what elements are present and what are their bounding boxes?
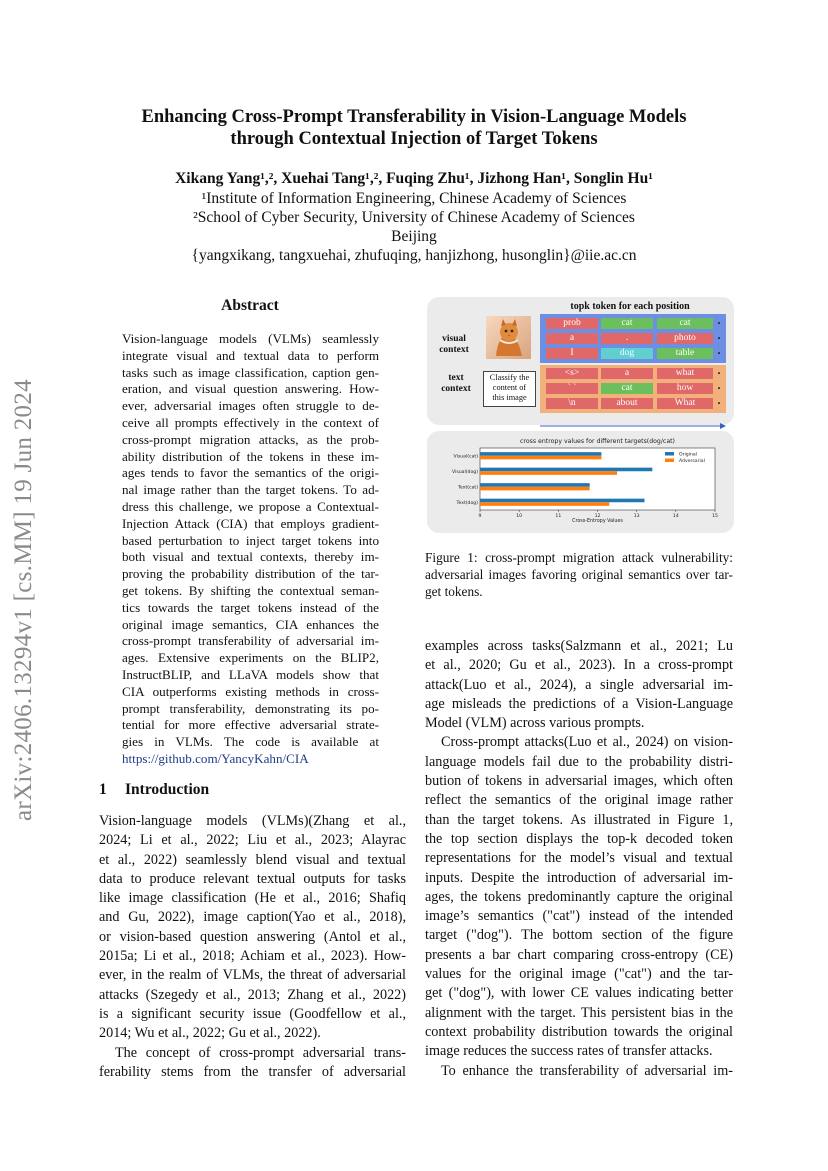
abstract-line: get tokens. By shifting the contextual seman- bbox=[122, 582, 379, 598]
token-cell: photo bbox=[657, 333, 713, 344]
intro-line: or vision-based question answering (Antol et al., bbox=[99, 928, 406, 945]
abstract-line: eration, and visual question answering. How- bbox=[122, 381, 379, 397]
intro-line: The concept of cross-prompt adversarial trans- bbox=[115, 1044, 406, 1061]
affiliation-1: ¹Institute of Information Engineering, Chinese Academy of Sciences bbox=[201, 190, 627, 207]
intro-line: than the target tokens. As illustrated in Figure 1, bbox=[425, 811, 733, 828]
abstract-line: ever, adversarial images often struggle to de- bbox=[122, 398, 379, 414]
abstract-heading: Abstract bbox=[221, 297, 279, 314]
abstract-line: prompt transferability, demonstrating its po- bbox=[122, 700, 379, 716]
bar-adversarial bbox=[480, 487, 590, 491]
cat-image bbox=[486, 316, 531, 359]
intro-line: representations for the model’s visual and textual bbox=[425, 850, 733, 867]
x-tick-label: 13 bbox=[633, 514, 640, 519]
token-cell: cat bbox=[601, 318, 653, 329]
abstract-line: integrate visual and textual data to perform bbox=[122, 347, 379, 363]
y-tick-label: Text(cat) bbox=[457, 485, 478, 491]
intro-line: reflect the semantics of the original image rather bbox=[425, 792, 733, 809]
intro-line: image reduces the success rates of transfer attacks. bbox=[425, 1043, 713, 1060]
intro-line: and Gu, 2022), image caption(Yao et al., 2018), bbox=[99, 909, 406, 926]
abstract-line: gies in VLMs. The code is available at bbox=[122, 734, 379, 750]
bar-adversarial bbox=[480, 456, 601, 460]
intro-line: age misleads the predictions of a Vision-Language bbox=[425, 695, 733, 712]
intro-line: ages, the tokens predominantly capture the original bbox=[425, 888, 733, 905]
intro-line: data to produce relevant textual outputs for tasks bbox=[99, 870, 406, 887]
intro-line: 2015a; Li et al., 2018; Achiam et al., 2023). How- bbox=[99, 948, 406, 965]
token-cell: how bbox=[657, 383, 713, 394]
abstract-line: tasks such as image classification, caption gen- bbox=[122, 364, 379, 380]
intro-line: get ("dog"), with lower CE values indicating better bbox=[425, 985, 733, 1002]
abstract-line: both visual and textual contexts, thereby im- bbox=[122, 549, 379, 565]
topk-title: topk token for each position bbox=[570, 301, 690, 312]
abstract-line: Injection Attack (CIA) that employs gradient- bbox=[122, 515, 379, 531]
section-number: 1 bbox=[99, 781, 107, 798]
title-line-1: Enhancing Cross-Prompt Transferability in Vision-Language Models bbox=[141, 107, 687, 127]
abstract-line: cross-prompt migration attacks, as the prob- bbox=[122, 431, 379, 447]
ellipsis-dot: · bbox=[717, 316, 722, 330]
bar-adversarial bbox=[480, 471, 617, 475]
y-tick-label: Text(dog) bbox=[456, 500, 478, 506]
abstract-line: tics towards the target tokens instead of the bbox=[122, 599, 379, 615]
x-tick-label: 14 bbox=[672, 514, 679, 519]
arxiv-identifier: arXiv:2406.13294v1 [cs.MM] 19 Jun 2024 bbox=[10, 379, 37, 821]
intro-line: ferability stems from the transfer of adversarial bbox=[99, 1063, 406, 1080]
token-cell: about bbox=[601, 398, 653, 409]
abstract-line: ages. Extensive experiments on the BLIP2, bbox=[122, 650, 379, 666]
x-tick-label: 9 bbox=[478, 514, 482, 519]
intro-line: image’s semantics ("cat") instead of the intended bbox=[425, 908, 733, 925]
caption-line: adversarial images favoring original semantics over tar- bbox=[425, 567, 733, 582]
intro-line: 2024; Li et al., 2022; Liu et al., 2023; Alayrac bbox=[99, 832, 406, 849]
prompt-text: Classify the content of this image bbox=[489, 373, 530, 402]
bar-original bbox=[480, 483, 590, 487]
intro-line: alignment with the target. This persistent bias in the bbox=[425, 1004, 733, 1021]
abstract-line: cross-prompt transferability of adversarial im- bbox=[122, 633, 379, 649]
cross-entropy-chart bbox=[427, 431, 734, 533]
x-tick-label: 12 bbox=[594, 514, 601, 519]
intro-line: Vision-language models (VLMs)(Zhang et al., bbox=[99, 813, 406, 829]
paper-title bbox=[100, 106, 728, 150]
bar-original bbox=[480, 499, 645, 503]
intro-line: examples across tasks(Salzmann et al., 2021; Lu bbox=[425, 638, 733, 654]
intro-line: attack(Luo et al., 2024), a single adversarial im- bbox=[425, 676, 733, 693]
abstract-line: tential for more effective adversarial strate- bbox=[122, 717, 379, 733]
abstract-line: nal image rather than the target tokens. To ad- bbox=[122, 482, 379, 498]
abstract-body bbox=[122, 331, 379, 768]
intro-right-column bbox=[425, 637, 733, 1081]
author-emails: {yangxikang, tangxuehai, zhufuqing, hanjizhong, husonglin}@iie.ac.cn bbox=[191, 247, 637, 264]
legend-swatch bbox=[665, 459, 674, 463]
affiliation-3: Beijing bbox=[391, 228, 437, 245]
intro-line: inputs. Despite the introduction of adversarial im- bbox=[425, 869, 733, 886]
intro-line: context probability distribution towards the original bbox=[425, 1023, 733, 1040]
token-cell: dog bbox=[601, 348, 653, 359]
intro-line: target ("dog"). The bottom section of the figure bbox=[425, 927, 733, 944]
bar-original bbox=[480, 452, 601, 456]
intro-left-column bbox=[99, 812, 406, 1082]
abstract-line: dress this challenge, we propose a Contextual- bbox=[122, 498, 379, 514]
intro-line: is a significant security issue (Goodfellow et al., bbox=[99, 1005, 406, 1022]
intro-line: ever, in the realm of VLMs, the threat of adversarial bbox=[99, 967, 406, 984]
intro-line: values for the original image ("cat") and the tar- bbox=[425, 966, 733, 983]
intro-line: et al., 2022) seamlessly blend visual and textual bbox=[99, 851, 406, 868]
token-cell: I bbox=[546, 348, 598, 359]
x-tick-label: 11 bbox=[555, 514, 562, 519]
ellipsis-dot: · bbox=[717, 366, 722, 380]
abstract-line: CIA outperforms existing methods in cross- bbox=[122, 683, 379, 699]
intro-line: the top section displays the top-k decoded token bbox=[425, 830, 733, 847]
token-cell: ` ` bbox=[546, 383, 598, 394]
token-cell: <s> bbox=[546, 368, 598, 379]
intro-line: language models fail due to the probability distri- bbox=[425, 753, 733, 770]
token-cell: cat bbox=[657, 318, 713, 329]
intro-line: 2014; Wu et al., 2022; Gu et al., 2022). bbox=[99, 1025, 321, 1042]
visual-context-label: visual context bbox=[439, 334, 469, 355]
title-line-2: through Contextual Injection of Target Tokens bbox=[230, 129, 598, 149]
section-title: Introduction bbox=[125, 781, 210, 798]
intro-line: Cross-prompt attacks(Luo et al., 2024) on vision- bbox=[441, 734, 733, 751]
code-link[interactable]: https://github.com/YancyKahn/CIA bbox=[122, 750, 309, 766]
x-tick-label: 15 bbox=[712, 514, 718, 519]
token-cell: . bbox=[601, 333, 653, 344]
abstract-line: proving the probability distribution of the tar- bbox=[122, 566, 379, 582]
section-heading bbox=[99, 781, 209, 799]
abstract-line: Vision-language models (VLMs) seamlessly bbox=[122, 331, 379, 346]
token-cell: What bbox=[657, 398, 713, 409]
token-cell: a bbox=[546, 333, 598, 344]
bar-original bbox=[480, 468, 652, 472]
abstract-line: ability distribution of the tokens in these im- bbox=[122, 448, 379, 464]
legend-label: Adversarial bbox=[679, 459, 705, 464]
intro-line: attacks (Szegedy et al., 2013; Zhang et al., 2022) bbox=[99, 986, 406, 1003]
token-cell: \n bbox=[546, 398, 598, 409]
ellipsis-dot: · bbox=[717, 381, 722, 395]
intro-line: et al., 2020; Gu et al., 2023). In a cross-prompt bbox=[425, 657, 733, 674]
position-arrow bbox=[540, 417, 726, 425]
token-cell: a bbox=[601, 368, 653, 379]
token-cell: cat bbox=[601, 383, 653, 394]
caption-line: get tokens. bbox=[425, 584, 483, 599]
caption-line: Figure 1: cross-prompt migration attack vulnerability: bbox=[425, 550, 733, 565]
x-axis-label: Cross-Entropy Values bbox=[572, 519, 623, 524]
chart-title: cross entropy values for different targets(dog/cat) bbox=[520, 438, 675, 445]
prompt-box bbox=[483, 371, 536, 407]
y-tick-label: Visual(dog) bbox=[452, 469, 478, 475]
abstract-line: original image semantics, CIA enhances the bbox=[122, 616, 379, 632]
token-cell: table bbox=[657, 348, 713, 359]
bar-adversarial bbox=[480, 502, 609, 506]
ellipsis-dot: · bbox=[717, 331, 722, 345]
token-cell: what bbox=[657, 368, 713, 379]
ellipsis-dot: · bbox=[717, 396, 722, 410]
ellipsis-dot: · bbox=[717, 346, 722, 360]
abstract-line: ages tends to favor the semantics of the origi- bbox=[122, 465, 379, 481]
intro-line: bution of tokens in adversarial images, which often bbox=[425, 773, 733, 790]
intro-line: presents a bar chart comparing cross-entropy (CE) bbox=[425, 946, 733, 963]
figure-caption bbox=[425, 549, 733, 600]
token-cell: prob bbox=[546, 318, 598, 329]
y-tick-label: Visual(cat) bbox=[453, 454, 478, 460]
abstract-line: InstructBLIP, and LLaVA models show that bbox=[122, 666, 379, 682]
abstract-line: based perturbation to inject target tokens into bbox=[122, 532, 379, 548]
intro-line: like image classification (He et al., 2016; Shafiq bbox=[99, 890, 406, 907]
intro-line: Model (VLM) across various prompts. bbox=[425, 715, 645, 732]
legend-swatch bbox=[665, 452, 674, 456]
author-list: Xikang Yang¹,², Xuehai Tang¹,², Fuqing Zhu¹, Jizhong Han¹, Songlin Hu¹ bbox=[175, 170, 653, 187]
abstract-line: ceive all prompts effectively in the context of bbox=[122, 414, 379, 430]
affiliation-2: ²School of Cyber Security, University of Chinese Academy of Sciences bbox=[193, 209, 635, 226]
x-tick-label: 10 bbox=[516, 514, 523, 519]
text-context-label: text context bbox=[441, 373, 471, 394]
intro-line: To enhance the transferability of adversarial im- bbox=[441, 1062, 733, 1079]
legend-label: Original bbox=[679, 452, 697, 458]
